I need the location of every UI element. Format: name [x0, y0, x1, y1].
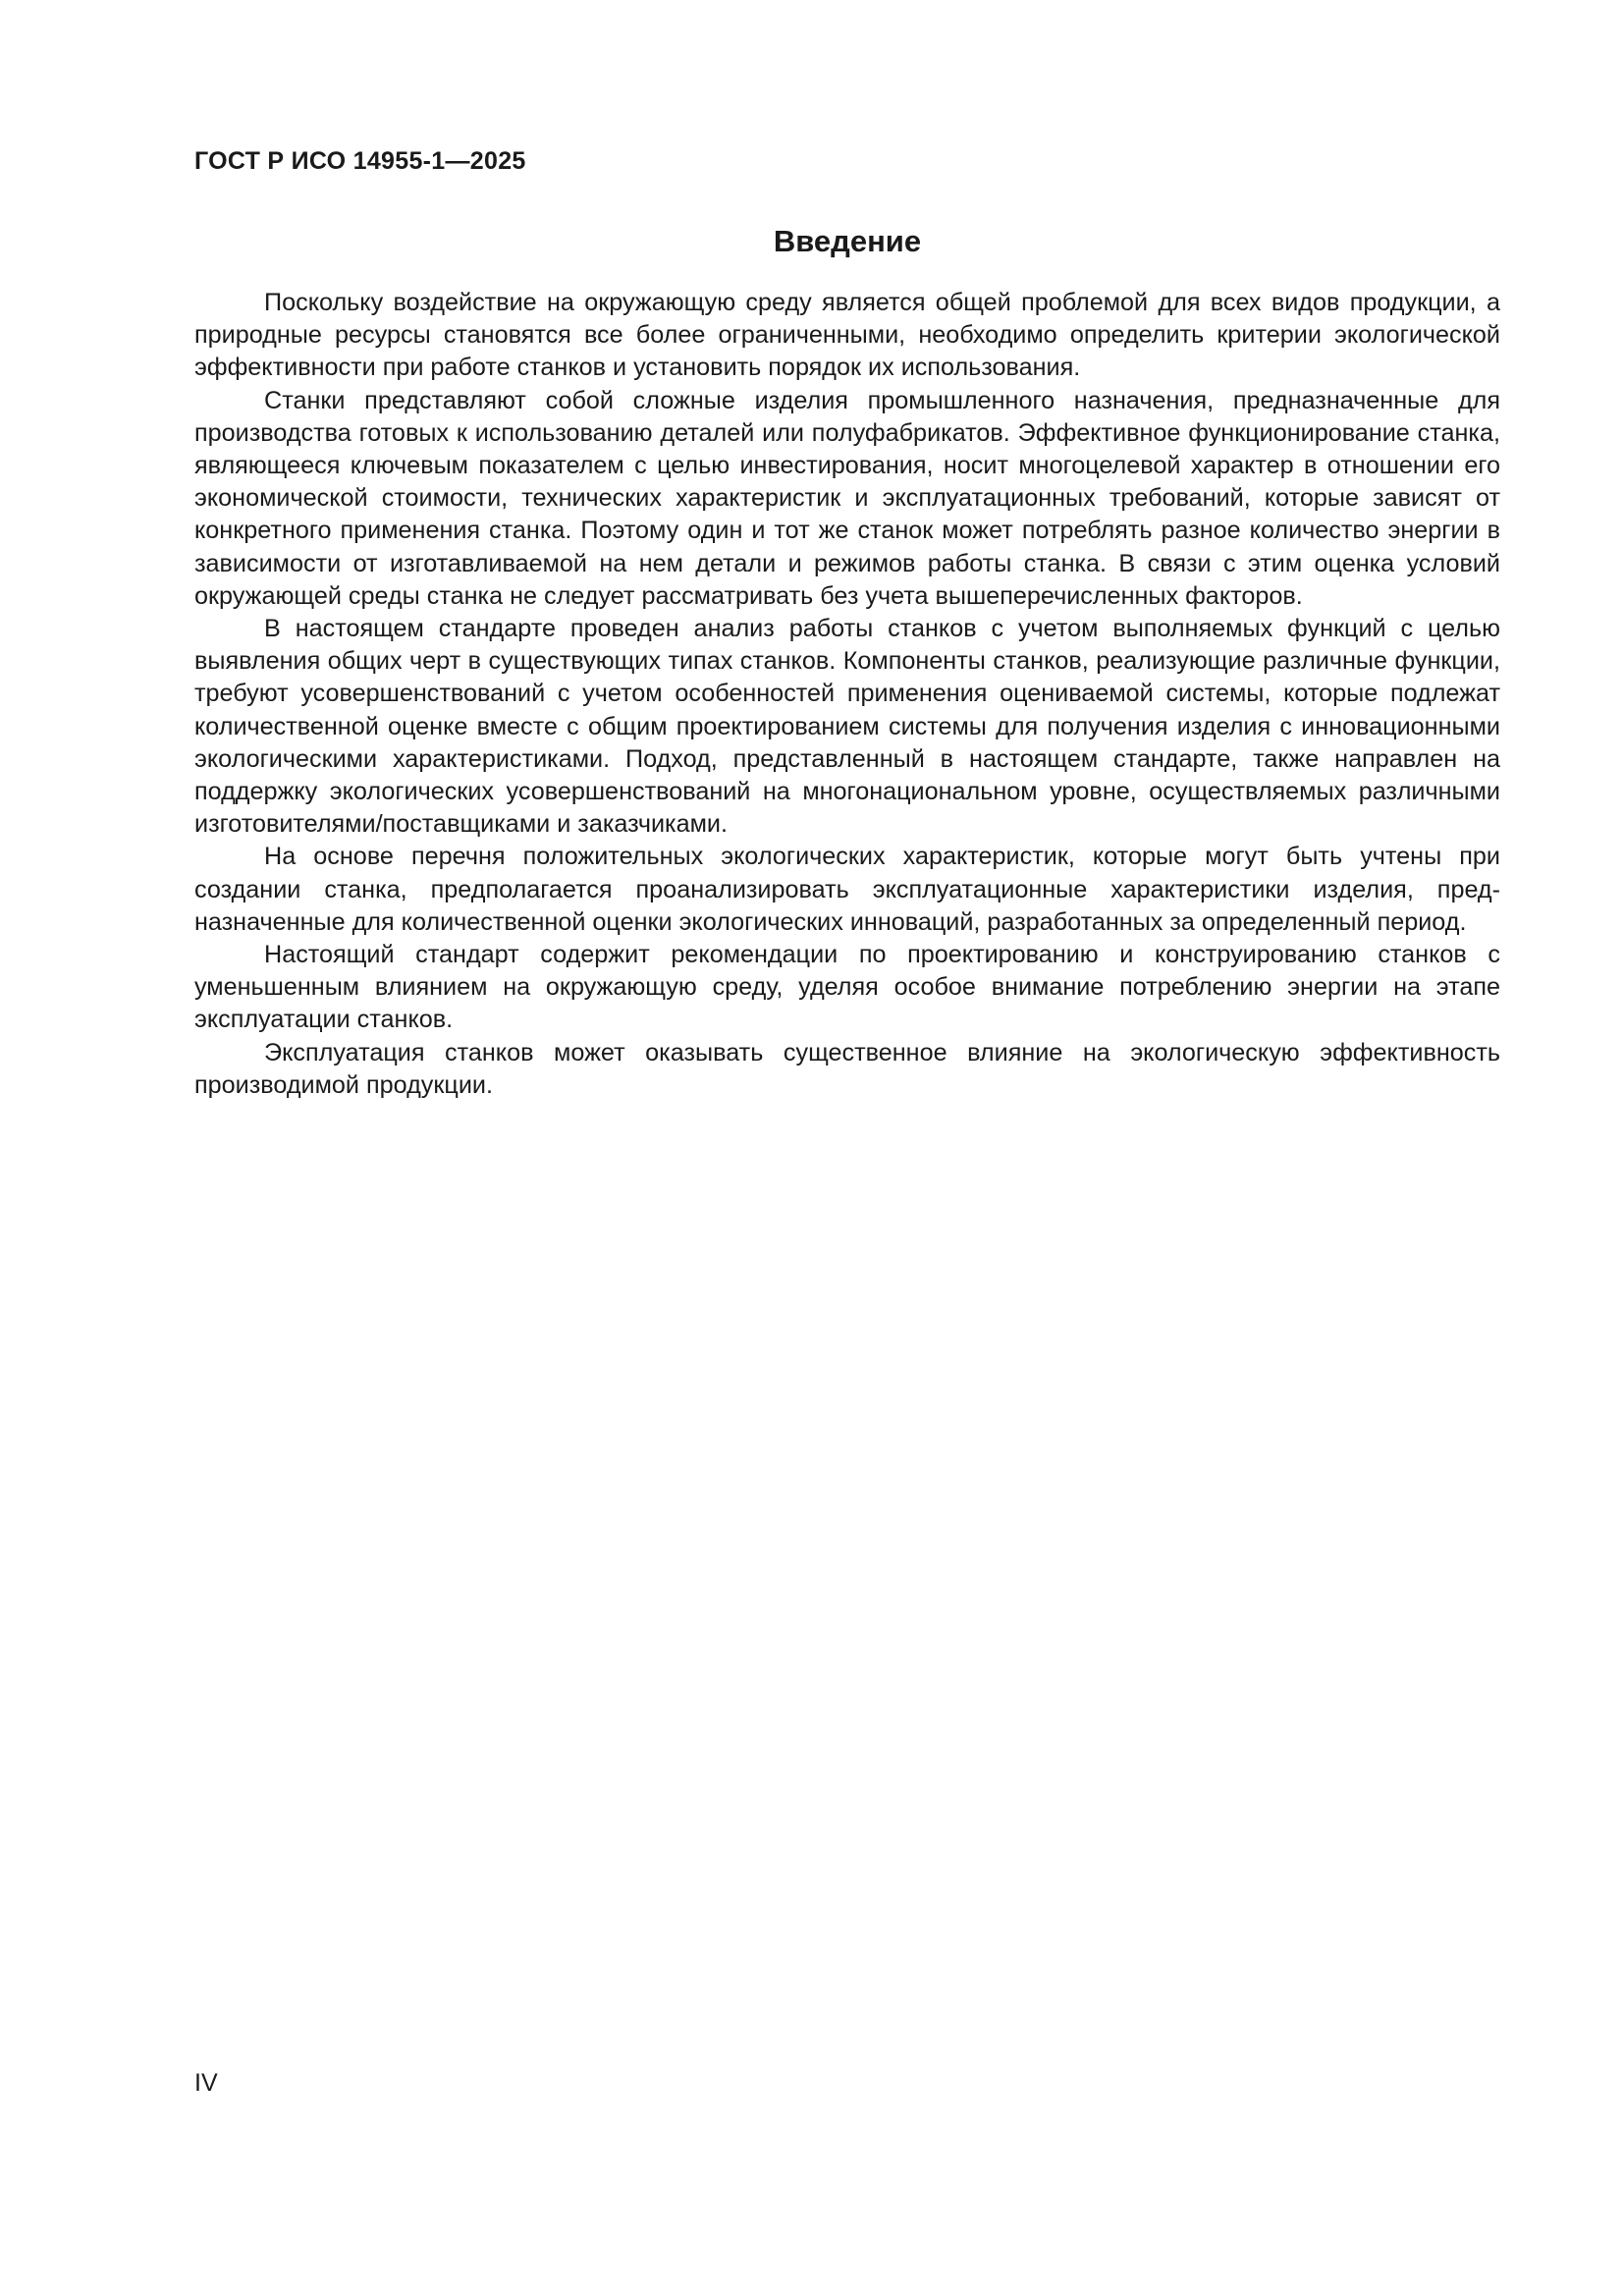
paragraph: Станки представляют собой сложные изделия промышленного назначения, предназначенные для производства готовых к использованию деталей или полуфабрикатов. Эффективное функционирование станка, являющееся ключевым показателем с целью инвестирования, носит многоцелевой характер в отношении его экономической стоимости, технических характеристик и эксплуатационных требований, которые зависят от конкретного применения станка. Поэтому один и тот же станок может потреблять разное количество энергии в зависимости от изготавливаемой на нем детали и режимов работы станка. В связи с этим оценка условий окружающей среды станка не следует рассматривать без учета вышеперечисленных факторов.: [194, 386, 1500, 610]
paragraph: Поскольку воздействие на окружающую среду является общей проблемой для всех видов продукции, а природные ресурсы становятся все более ограниченными, необходимо определить критерии экологической эффективности при работе станков и установить порядок их использования.: [194, 289, 1500, 382]
document-code-header: ГОСТ Р ИСО 14955-1—2025: [194, 147, 526, 175]
paragraph: Эксплуатация станков может оказывать существенное влияние на экологическую эффективность производимой продукции.: [194, 1038, 1500, 1099]
paragraph: В настоящем стандарте проведен анализ работы станков с учетом выполняемых функций с целью выявления общих черт в существующих типах станков. Компоненты станков, реализующие различные функции, требуют усовершенствований с учетом особенностей применения оцениваемой системы, которые подлежат количественной оценке вместе с общим проектированием системы для получения изделия с инновационными экологическими характеристиками. Подход, представленный в настоящем стандарте, также направлен на поддержку экологических усовершенствований на многонациональном уровне, осуществляемых различными изготовителями/поставщиками и заказчиками.: [194, 615, 1500, 839]
body-text: [194, 287, 1500, 1102]
paragraph: Настоящий стандарт содержит рекомендации по проектированию и конструированию станков с уменьшенным влиянием на окружающую среду, уделяя особое внимание потреблению энергии на этапе эксплуатации станков.: [194, 941, 1500, 1034]
page-number: IV: [194, 2069, 218, 2097]
section-title: Введение: [773, 224, 922, 258]
paragraph: На основе перечня положительных экологических характеристик, которые могут быть учтены при создании станка, предполагается проанализировать эксплуатационные характеристики изделия, предназначенные для количественной оценки экологических инноваций, разработанных за определенный период.: [194, 843, 1500, 936]
